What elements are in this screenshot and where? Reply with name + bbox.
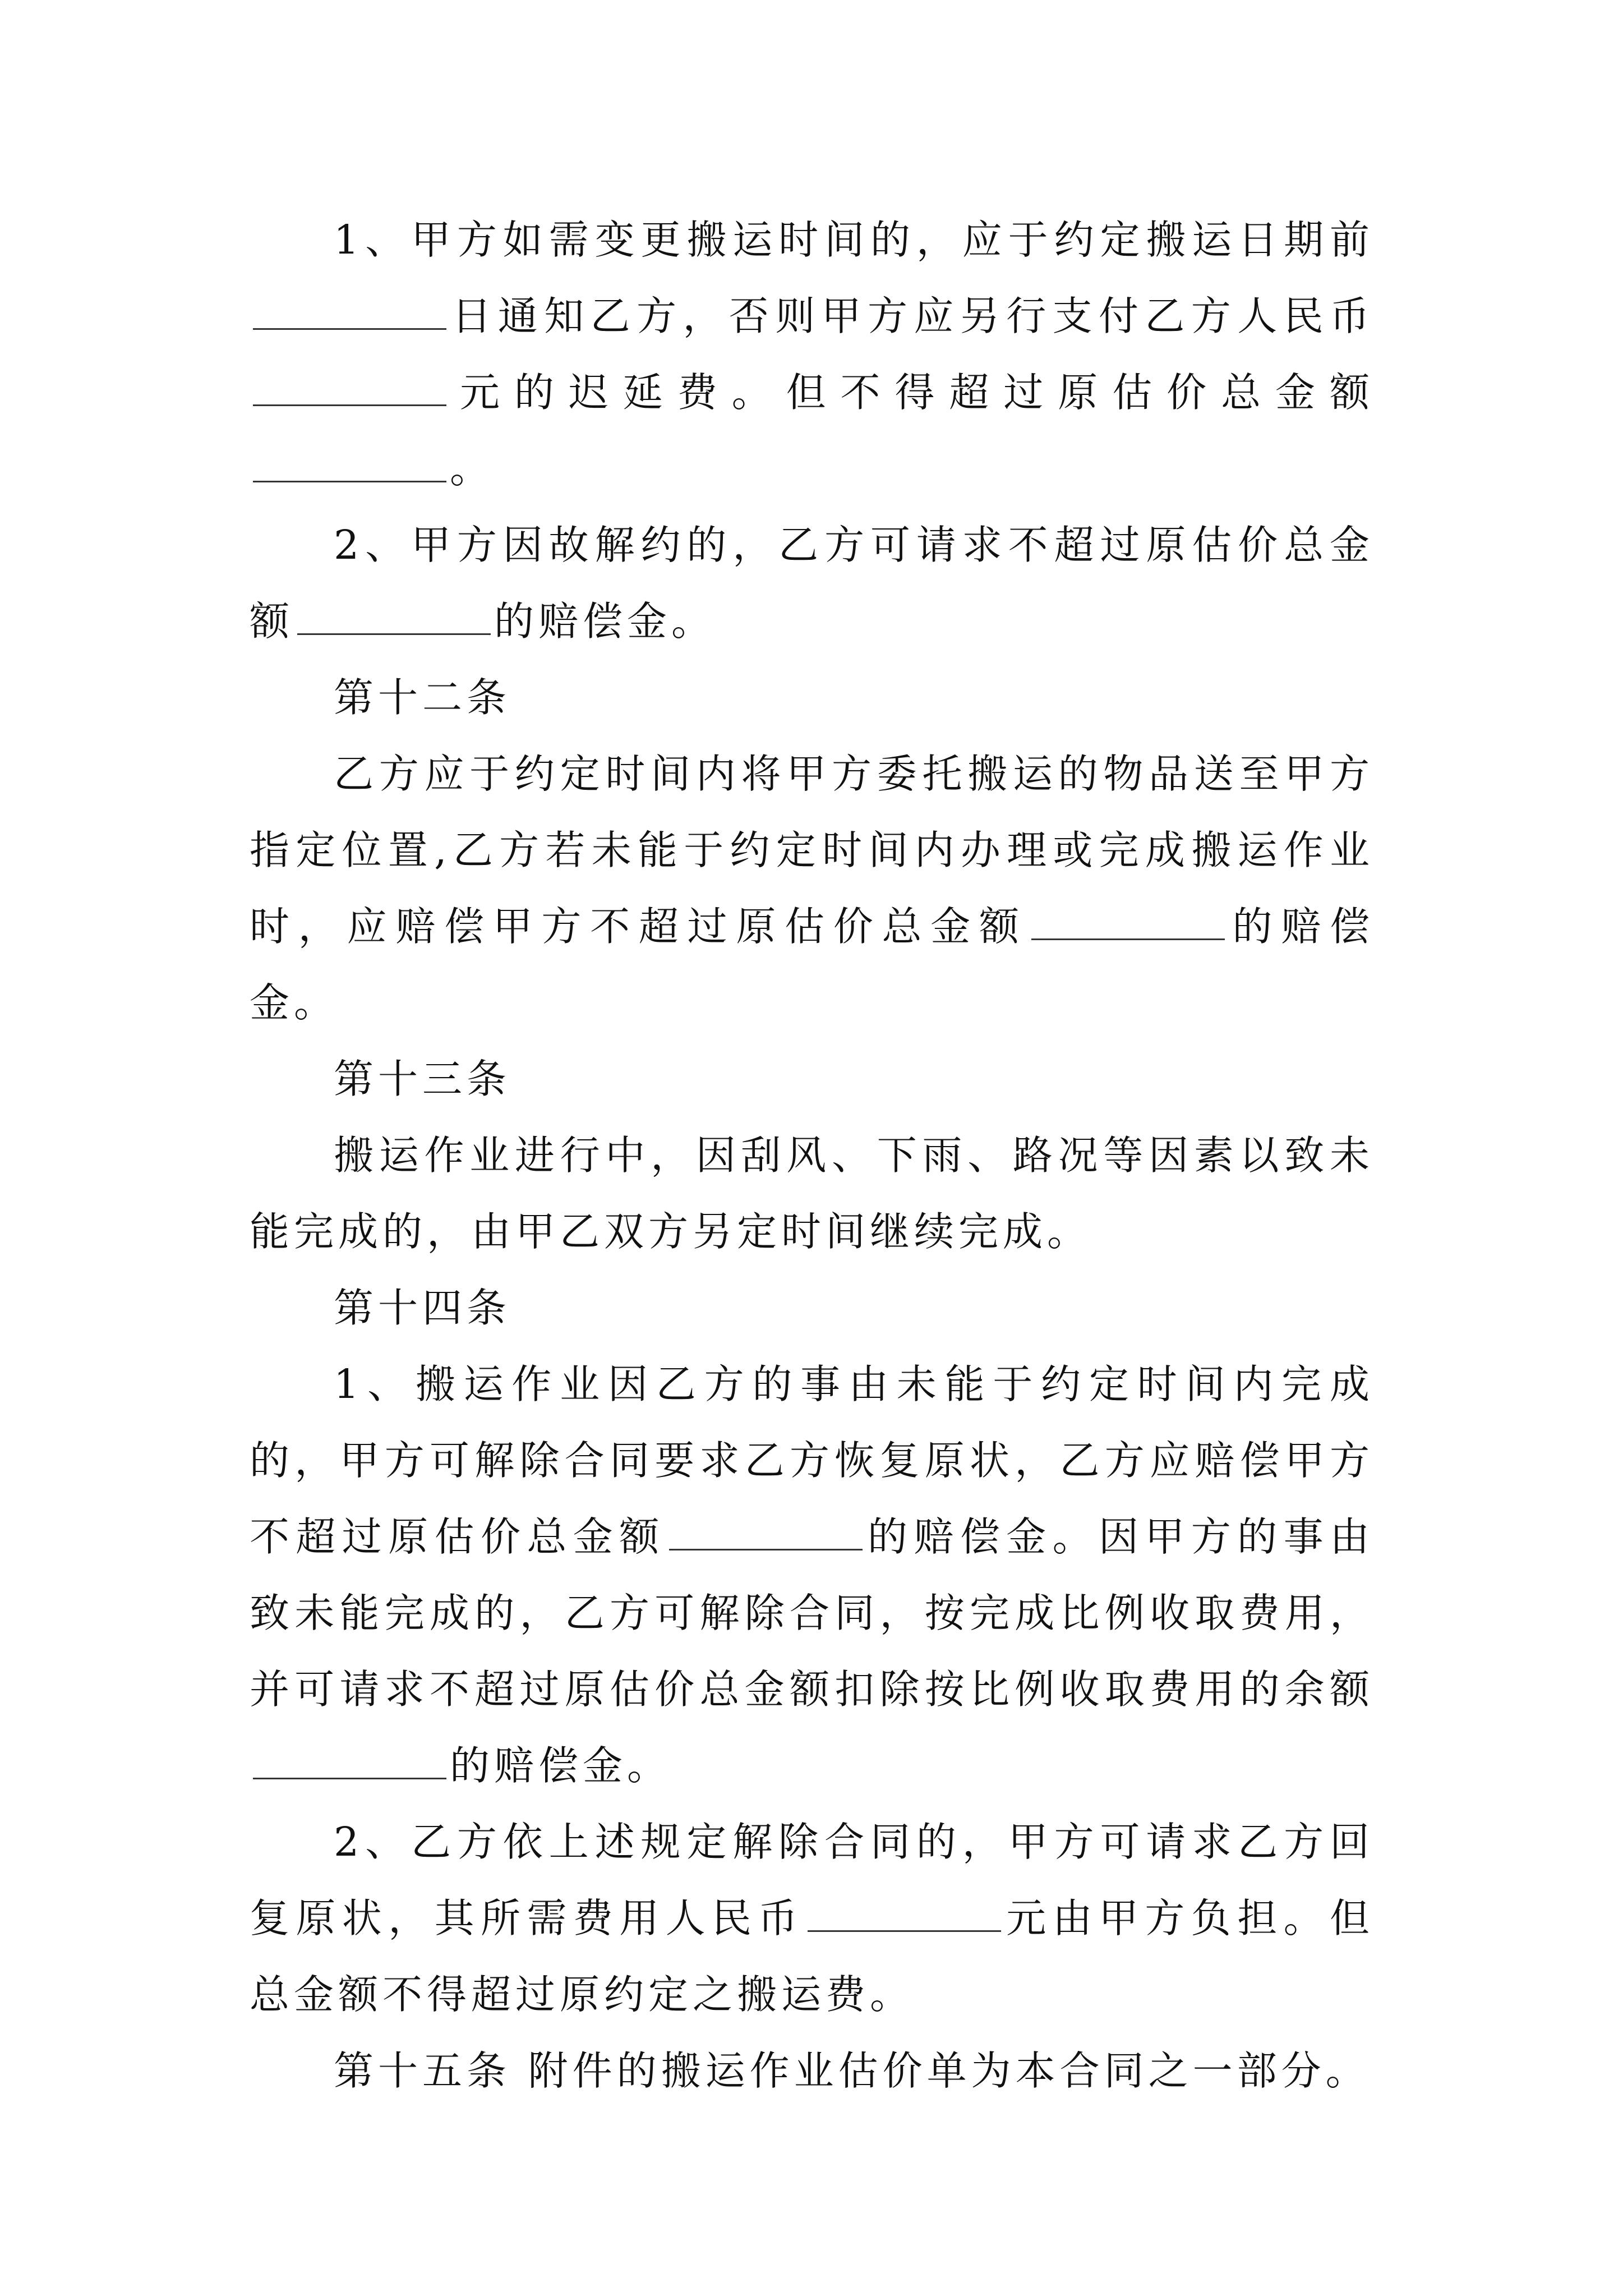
fill-blank [253, 1777, 446, 1779]
article-14-paragraph-2 [250, 1804, 1374, 2033]
clause-text: 的赔偿金。 [494, 598, 716, 645]
fill-blank [253, 404, 446, 406]
article-heading-13: 第十三条 [334, 1056, 511, 1102]
fill-blank [669, 1548, 863, 1550]
clause-paragraph-1 [250, 202, 1374, 507]
fill-blank [1031, 938, 1225, 940]
clause-text: 的赔偿金。 [450, 1742, 672, 1789]
fill-blank [253, 480, 446, 482]
clause-text: 元由甲方负担。但总金额不得超过原约定之搬运费。 [250, 1895, 1374, 2018]
article-heading-12: 第十二条 [334, 674, 511, 721]
article-14-paragraph-1 [250, 1346, 1374, 1804]
article-15-paragraph: 第十五条 附件的搬运作业估价单为本合同之一部分。 [334, 2047, 1370, 2094]
clause-text: 2、乙方依上述规定解除合同的，甲方可请求乙方回复原状，其所需费用人民币 [250, 1819, 1374, 1941]
document-body [250, 202, 1374, 2109]
clause-text: 1、甲方如需变更搬运时间的，应于约定搬运日期前 [334, 217, 1374, 263]
clause-text: 的赔偿金。 [250, 903, 1374, 1026]
clause-text: 2、甲方因故解约的，乙方可请求不超过原估价总金额 [250, 522, 1374, 645]
clause-text: 日通知乙方，否则甲方应另行支付乙方人民币 [450, 293, 1374, 339]
clause-text: 的赔偿金。因甲方的事由致未能完成的，乙方可解除合同，按完成比例收取费用，并可请求不超过原估价总金额扣除按比例收取费用的余额 [250, 1513, 1374, 1713]
article-12-paragraph [250, 736, 1374, 1041]
fill-blank [253, 328, 446, 330]
article-13-paragraph: 搬运作业进行中，因刮风、下雨、路况等因素以致未能完成的，由甲乙双方另定时间继续完成。 [250, 1132, 1374, 1255]
fill-blank [808, 1930, 1001, 1932]
fill-blank [297, 633, 491, 635]
clause-text: 。 [450, 445, 495, 492]
clause-text: 1、搬运作业因乙方的事由未能于约定时间内完成的，甲方可解除合同要求乙方恢复原状，乙方应赔偿甲方不超过原估价总金额 [250, 1361, 1374, 1560]
article-heading-14: 第十四条 [334, 1285, 511, 1331]
clause-text: 乙方应于约定时间内将甲方委托搬运的物品送至甲方指定位置,乙方若未能于约定时间内办理或完成搬运作业时，应赔偿甲方不超过原估价总金额 [250, 751, 1374, 950]
clause-text: 元的迟延费。但不得超过原估价总金额 [450, 369, 1374, 416]
clause-paragraph-2 [250, 507, 1374, 660]
